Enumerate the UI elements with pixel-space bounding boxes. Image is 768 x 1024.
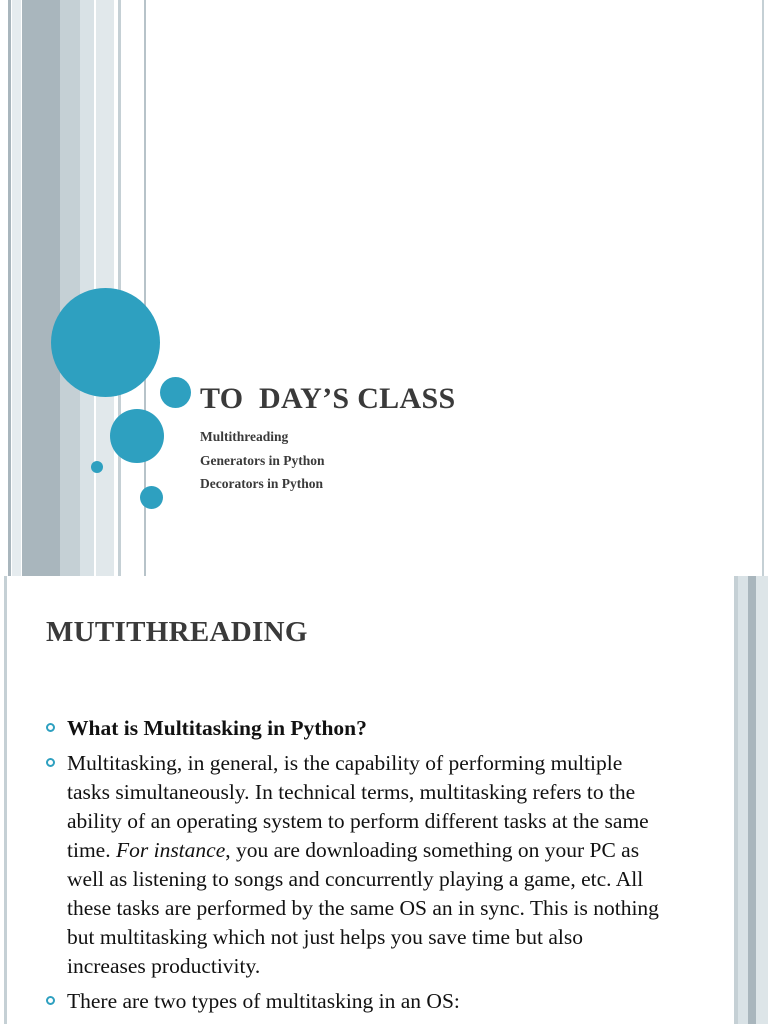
bullet-text: Multitasking, in general, is the capability of performing multiple tasks simultaneously. In technical terms, multitasking refers to the ability of an operating system to perform different tasks at the same time. (67, 751, 649, 862)
decorative-bar (4, 576, 7, 1024)
decorative-bar (60, 0, 80, 576)
decorative-bar (738, 576, 748, 1024)
decorative-bar (8, 0, 11, 576)
bullet-item (46, 749, 666, 981)
bullet-text: , you are downloading something on your PC as well as listening to songs and concurrently playing a game, etc. All these tasks are performed by the same OS an in sync. This is nothing but multitasking which not just helps you save time but also increases productivity. (67, 838, 659, 978)
topic-item: Multithreading (200, 429, 289, 444)
decorative-bar (118, 0, 121, 576)
decorative-circle (91, 461, 103, 473)
bullet-text: What is Multitasking in Python? (67, 716, 367, 740)
decorative-bar (748, 576, 756, 1024)
decorative-bar (756, 576, 768, 1024)
decorative-circle (140, 486, 163, 509)
bullet-text: There are two types of multitasking in an OS: (67, 989, 460, 1013)
decorative-bar (22, 0, 60, 576)
bullet-list (46, 714, 666, 1022)
circle-bullet-icon (46, 723, 55, 732)
decorative-bar (80, 0, 94, 576)
slide-title: MUTITHREADING (46, 616, 308, 648)
circle-bullet-icon (46, 996, 55, 1005)
decorative-bar (12, 0, 21, 576)
decorative-circle (110, 409, 164, 463)
circle-bullet-icon (46, 758, 55, 767)
topic-item: Generators in Python (200, 452, 325, 468)
content-slide (0, 576, 768, 1024)
bullet-item (46, 987, 666, 1016)
topic-list (200, 425, 325, 496)
decorative-circle (160, 377, 191, 408)
decorative-circle (51, 288, 160, 397)
decorative-bar (762, 0, 764, 576)
bullet-item (46, 714, 666, 743)
slide-title: TO DAY’S CLASS (200, 382, 456, 415)
topic-item: Decorators in Python (200, 476, 323, 491)
bullet-emphasis: For instance (115, 838, 226, 862)
